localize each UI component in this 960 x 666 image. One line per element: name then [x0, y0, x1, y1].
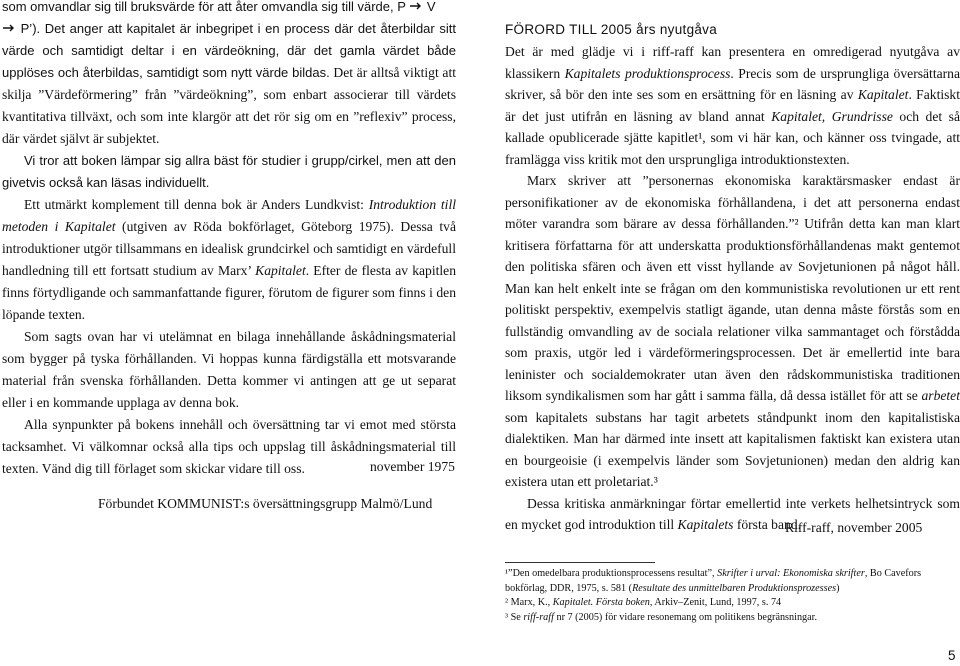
fn1-text-c: ) — [836, 583, 840, 594]
page-number: 5 — [948, 648, 956, 663]
left-paragraph-2: Vi tror att boken lämpar sig allra bäst för studier i grupp/cirkel, men att den givetvis också kan läsas individuellt. — [2, 153, 456, 190]
fn1-title: Skrifter i urval: Ekonomiska skrifter — [717, 568, 865, 579]
footnote-3 — [505, 610, 960, 625]
right-arrow-icon — [2, 21, 16, 36]
left-paragraph-1 — [2, 0, 456, 150]
p1-serif-text: Det är alltså viktigt att skilja ”Värdeförmering” från ”värdeökning”, som enbart associerar till värdets kvantitativa tillväxt, och som inte klargör att det rör sig om en ”reflexiv” process, där värdet självt är subjektet. — [2, 65, 457, 146]
preface-heading: FÖRORD TILL 2005 års nyutgåva — [505, 22, 718, 37]
translator-date: november 1975 — [370, 459, 455, 474]
left-paragraph-5: Alla synpunkter på bokens innehåll och översättning tar vi emot med största tacksamhet. Vi välkomnar också alla tips och uppslag till åskådningsmaterial till texten. Vänd dig till förlaget som skickar vidare till oss. — [2, 417, 456, 476]
right-column — [505, 0, 960, 536]
r-p1-text-d: och det så kallade opublicerade sjätte kapitlet¹, som vi här kan, och känner oss tvingade, att framlägga viss kritik mot den ursprungliga introduktionstexten. — [505, 108, 960, 167]
translator-signature: Förbundet KOMMUNIST:s översättningsgrupp Malmö/Lund — [98, 496, 433, 511]
fn1-text-b: , Bo Cavefors bokförlag, DDR, 1975, s. 581 ( — [505, 568, 922, 594]
left-paragraph-3 — [2, 194, 456, 326]
p1-sans-text-a: som omvandlar sig till bruksvärde för att åter omvandla sig till värde, P — [2, 0, 406, 14]
left-column — [2, 0, 456, 480]
fn1-title-de: Resultate des unmittelbaren Produktionsprozesses — [632, 583, 837, 594]
footnote-divider — [505, 562, 655, 563]
footnote-1 — [505, 566, 960, 596]
r-p3-kapitalets: Kapitalets — [677, 517, 734, 532]
r-p2-text-a: Marx skriver att ”personernas ekonomiska karaktärsmasker endast är personifikationer av de ekonomiska förhållandena, i det att personerna endast möter varandra som bärare av dessa förhållanden.”² Utifrån detta kan man klart kritisera författarna för att underskatta produktionsförhållandenas makt gentemot den politiska sfären och även ett visst hyllande av Sovjetunionen på något håll. Man kan helt enkelt inte se frågan om den kommunistiska revolutionen ur ett rent politiskt perspektiv, exempelvis statligt ägande, utan denna måste förstås som en fullständig omvandling av de sociala relationer vilka sammantaget och förstådda som praxis, utgör led i värdeförmeringsprocessen. Det är emellertid inte bara leninister och socialdemokrater utan även den rådskommunistiska traditionen liksom syndikalismen som har gått i samma fälla, då dessa istället för att se — [505, 173, 960, 403]
r-p3-text-a: Dessa kritiska anmärkningar förtar emellertid inte verkets helhetsintryck som en mycket god introduktion till — [505, 495, 960, 532]
right-arrow-icon — [409, 0, 423, 14]
fn1-text-a: ¹”Den omedelbara produktionsprocessens resultat”, — [505, 568, 718, 579]
p3-text-a: Ett utmärkt komplement till denna bok är Anders Lundkvist: — [24, 197, 369, 212]
r-p1-text-a: Det är med glädje vi i riff-raff kan presentera en omredigerad nyutgåva av klassikern — [505, 44, 960, 81]
fn2-text-b: , Arkiv–Zenit, Lund, 1997, s. 74 — [649, 597, 782, 608]
fn2-text-a: ² Marx, K., — [505, 597, 553, 608]
fn3-title: riff-raff — [523, 612, 554, 623]
fn3-text-a: ³ Se — [505, 612, 524, 623]
p3-text-c: . Efter de flesta av kapitlen finns förtydligande och sammanfattande figurer, förutom de figurer som finns i den löpande texten. — [2, 263, 456, 322]
r-p2-text-b: som kapitalets substans har tagit arbetets ståndpunkt inom den kapitalistiska dialektiken. Man har därmed inte insett att kapitalismen faktiskt kan existera utan en bourgeoisie (i exempelvis länder som Sovjetunionen) medan den aldrig kan existera utan ett proletariat.³ — [505, 409, 960, 489]
fn2-title: Kapitalet. Första boken — [552, 597, 650, 608]
r-p1-text-c: . Faktiskt är det just utifrån en läsning av bland annat — [505, 87, 960, 124]
p3-kapitalet: Kapitalet — [255, 263, 306, 278]
p1-sans-text-b: V — [426, 0, 436, 14]
riffraff-date: Riff-raff, november 2005 — [785, 520, 923, 535]
right-paragraph-1 — [505, 41, 960, 170]
p3-text-b: (utgiven av Röda bokförlaget, Göteborg 1975). Dessa två introduktioner utgör tillsammans en idealisk grundcirkel och samtidigt en värdefull handledning till ett fortsatt studium av Marx’ — [2, 219, 456, 278]
footnote-2 — [505, 595, 960, 610]
r-p1-text-b: . Precis som de ursprungliga översättarna skriver, så bör den inte ses som en ersättning för en läsning av — [505, 65, 960, 102]
r-p1-grundrisse: Kapitalet, Grundrisse — [771, 108, 893, 124]
r-p1-kapitalet: Kapitalet — [857, 87, 909, 102]
p3-book-title: Introduktion till metoden i Kapitalet — [2, 197, 456, 234]
left-paragraph-4: Som sagts ovan har vi utelämnat en bilaga innehållande åskådningsmaterial som bygger på tyska förhållanden. Vi hoppas kunna färdigställa ett motsvarande material från svenska förhållanden. Detta kommer vi antingen att ge ut separat eller i en kommande upplaga av denna bok. — [2, 329, 456, 410]
r-p3-text-b: första band. — [733, 517, 802, 532]
p1-sans-text-c: P’). Det anger att kapitalet är inbegripet i en process där det återbildar sitt värde och samtidigt deltar i en värdeökning, där det gamla värdet både upplöses och återbildas, samtidigt som nytt värde bildas. — [2, 21, 456, 80]
r-p1-book-title: Kapitalets produktionsprocess — [564, 65, 731, 81]
right-paragraph-2 — [505, 170, 960, 493]
fn3-text-b: nr 7 (2005) för vidare resonemang om politikens begränsningar. — [553, 612, 818, 623]
r-p2-arbetet: arbetet — [921, 388, 960, 403]
